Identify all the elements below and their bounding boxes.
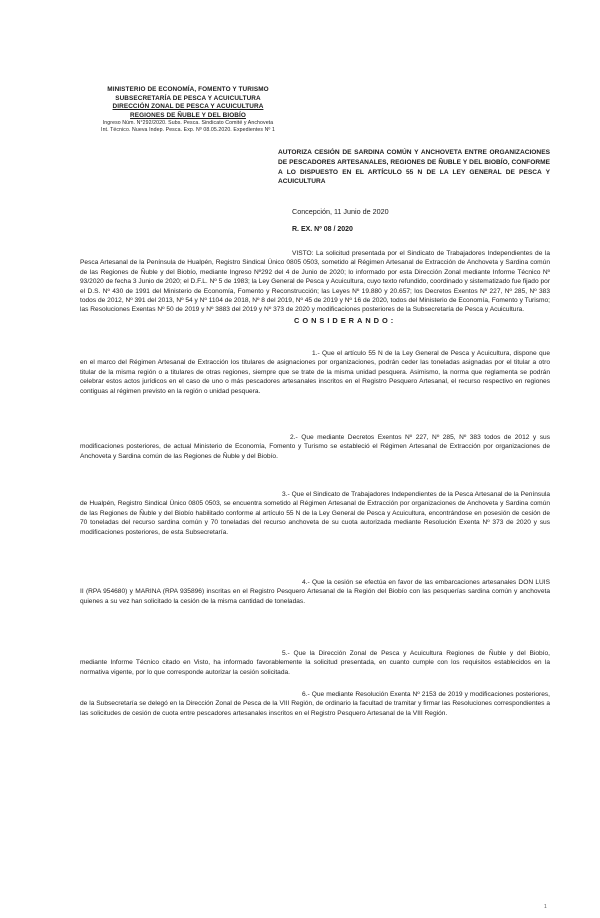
considerando-1: 1.- Que el artículo 55 N de la Ley General de Pesca y Acuicultura, dispone que en el marco del Régimen Artesanal de Extracción los titulares de asignaciones por organizaciones, podrán ceder las toneladas asignadas por el titular a otro titular de la misma región o a titulares de otras regiones, siempre que se trate de la misma unidad pesquera. Asimismo, la norma que reglamenta se podrán celebrar estos actos jurídicos en el caso de uno o más pescadores artesanales inscritos en el Registro Pesquero Artesanal, el recurso respectivo en regiones contiguas al régimen previsto en la región o unidad pesquera. [80, 350, 550, 395]
regions-line: REGIONES DE ÑUBLE Y DEL BIOBÍO [130, 111, 246, 119]
directorate-line: DIRECCIÓN ZONAL DE PESCA Y ACUICULTURA [112, 103, 264, 111]
considerando-6: 6.- Que mediante Resolución Exenta Nº 2153 de 2019 y modificaciones posteriores, de la Subsecretaría se delegó en la Dirección Zonal de Pesca de la VIII Región, de ordinario la facultad de tramitar y firmar las Resoluciones correspondientes a las solicitudes de cesión de cuota entre pescadores artesanales inscritos en el Registro Pesquero Artesanal de la VIII Región. [80, 691, 550, 717]
letterhead [58, 86, 318, 134]
reference-line-1: Ingreso Núm. N°292/2020. Subs. Pesca. Sindicato Comité y Anchoveta [102, 120, 274, 127]
resolution-subject: AUTORIZA CESIÓN DE SARDINA COMÚN Y ANCHOVETA ENTRE ORGANIZACIONES DE PESCADORES ARTESANALES, REGIONES DE ÑUBLE Y DEL BIOBÍO, CONFORME A LO DISPUESTO EN EL ARTÍCULO 55 N DE LA LEY GENERAL DE PESCA Y ACUICULTURA [278, 149, 550, 186]
page-mark: 1 [544, 904, 547, 910]
visto-paragraph: VISTO: La solicitud presentada por el Sindicato de Trabajadores Independientes de la Pesca Artesanal de la Península de Hualpén, Registro Sindical Único 0805 0503, sometido al Régimen Artesanal de Extracción de Anchoveta y Sardina común de las Regiones de Ñuble y del Biobío, mediante Ingreso Nº292 del 4 de Junio de 2020; lo informado por esta Dirección Zonal mediante Informe Técnico Nº 93/2020 de fecha 3 Junio de 2020; el D.F.L. Nº 5 de 1983; la Ley General de Pesca y Acuicultura, cuyo texto refundido, coordinado y sistematizado fue fijado por el D.S. Nº 430 de 1991 del Ministerio de Economía, Fomento y Reconstrucción; las Leyes Nº 19.880 y 20.657; los Decretos Exentos Nº 227, Nº 285, Nº 383 todos de 2012, Nº 391 del 2013, Nº 54 y Nº 1104 de 2018, Nº 8 del 2019, Nº 45 de 2019 y Nº 16 de 2020, todos del Ministerio de Economía, Fomento y Turismo; las Resoluciones Exentas Nº 50 de 2019 y Nº 3883 del 2019 y Nº 373 de 2020 y modificaciones posteriores de la Subsecretaría de Pesca y Acuicultura. [80, 250, 550, 314]
resolution-number: R. EX. Nº 08 / 2020 [292, 226, 353, 233]
place-date: Concepción, 11 Junio de 2020 [292, 207, 389, 216]
considerando-heading: CONSIDERANDO: [294, 316, 397, 325]
considerando-3: 3.- Que el Sindicato de Trabajadores Independientes de la Pesca Artesanal de la Península de Hualpén, Registro Sindical Único 0805 0503, se encuentra sometido al Régimen Artesanal de Extracción por organizaciones de Anchoveta y Sardina común de las Regiones de Ñuble y del Biobío habilitado conforme al artículo 55 N de la Ley General de Pesca y Acuicultura, encontrándose en posesión de cesión de 70 toneladas del recurso sardina común y 70 toneladas del recurso anchoveta de su cuota autorizada mediante Resolución Exenta Nº 373 de 2020 y sus modificaciones posteriores, de esta Subsecretaría. [80, 491, 550, 536]
reference-line-2: Int. Técnico. Nueva Indep. Pesca. Exp. Nº 08.05.2020. Expedientes Nº 1 [101, 127, 275, 134]
considerando-4: 4.- Que la cesión se efectúa en favor de las embarcaciones artesanales DON LUIS II (RPA 954680) y MARINA (RPA 935896) inscritas en el Registro Pesquero Artesanal de la Región del Biobío con las pesquerías sardina común y anchoveta quienes a su vez han solicitado la cesión de la misma cantidad de toneladas. [80, 579, 550, 605]
considerando-2: 2.- Que mediante Decretos Exentos Nº 227, Nº 285, Nº 383 todos de 2012 y sus modificaciones posteriores, de actual Ministerio de Economía, Fomento y Turismo se estableció el Régimen Artesanal de Extracción por organizaciones de Anchoveta y Sardina común de las Regiones de Ñuble y del Biobío. [80, 434, 550, 460]
ministry-line: MINISTERIO DE ECONOMÍA, FOMENTO Y TURISMO [107, 86, 269, 93]
undersecretariat-line: SUBSECRETARÍA DE PESCA Y ACUICULTURA [115, 94, 261, 102]
considerando-5: 5.- Que la Dirección Zonal de Pesca y Acuicultura Regiones de Ñuble y del Biobío, mediante Informe Técnico citado en Visto, ha informado favorablemente la solicitud presentada, en cuanto cumple con los requisitos establecidos en la normativa vigente, por lo que corresponde autorizar la cesión solicitada. [80, 650, 550, 676]
